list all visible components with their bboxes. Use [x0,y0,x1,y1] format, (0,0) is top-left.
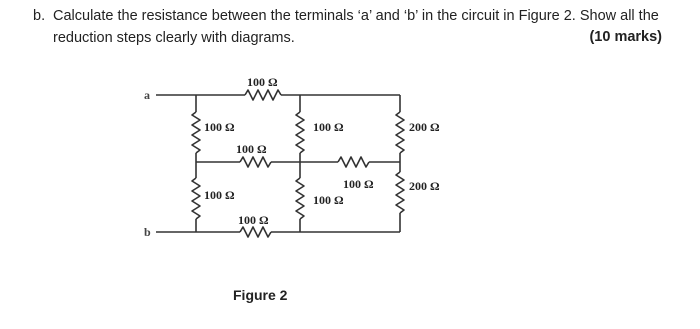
resistor-zigzag-mid-right [338,157,369,167]
resistor-label-mid-right: 100 Ω [343,177,374,191]
resistor-label-right-upper: 200 Ω [409,120,440,134]
resistor-zigzag-top [245,90,281,100]
resistor-zigzag-right-upper [396,112,404,153]
resistor-label-mid-left: 100 Ω [236,142,267,156]
question-number: b. [33,8,46,24]
terminal-a-label: a [144,88,150,102]
resistor-label-left-lower: 100 Ω [204,188,235,202]
resistor-zigzag-left-upper [192,112,200,153]
marks-label: (10 marks) [589,29,662,45]
resistor-label-center-upper: 100 Ω [313,120,344,134]
question-text-line-2: reduction steps clearly with diagrams. [53,30,295,46]
resistor-label-bottom: 100 Ω [238,213,269,227]
resistor-zigzag-center-upper [296,112,304,153]
resistor-zigzag-mid-left [240,157,271,167]
resistor-zigzag-left-lower [192,178,200,219]
figure-caption: Figure 2 [233,287,288,303]
resistor-label-top: 100 Ω [247,75,278,89]
terminal-b-label: b [144,225,151,239]
resistor-zigzag-center-lower [296,178,304,219]
resistor-label-left-upper: 100 Ω [204,120,235,134]
resistor-zigzag-right-lower [396,172,404,213]
resistor-zigzag-bottom [240,227,271,237]
question-text-line-1: Calculate the resistance between the terminals ‘a’ and ‘b’ in the circuit in Figure 2. Show all the [53,8,659,24]
resistor-label-center-lower: 100 Ω [313,193,344,207]
resistor-label-right-lower: 200 Ω [409,179,440,193]
